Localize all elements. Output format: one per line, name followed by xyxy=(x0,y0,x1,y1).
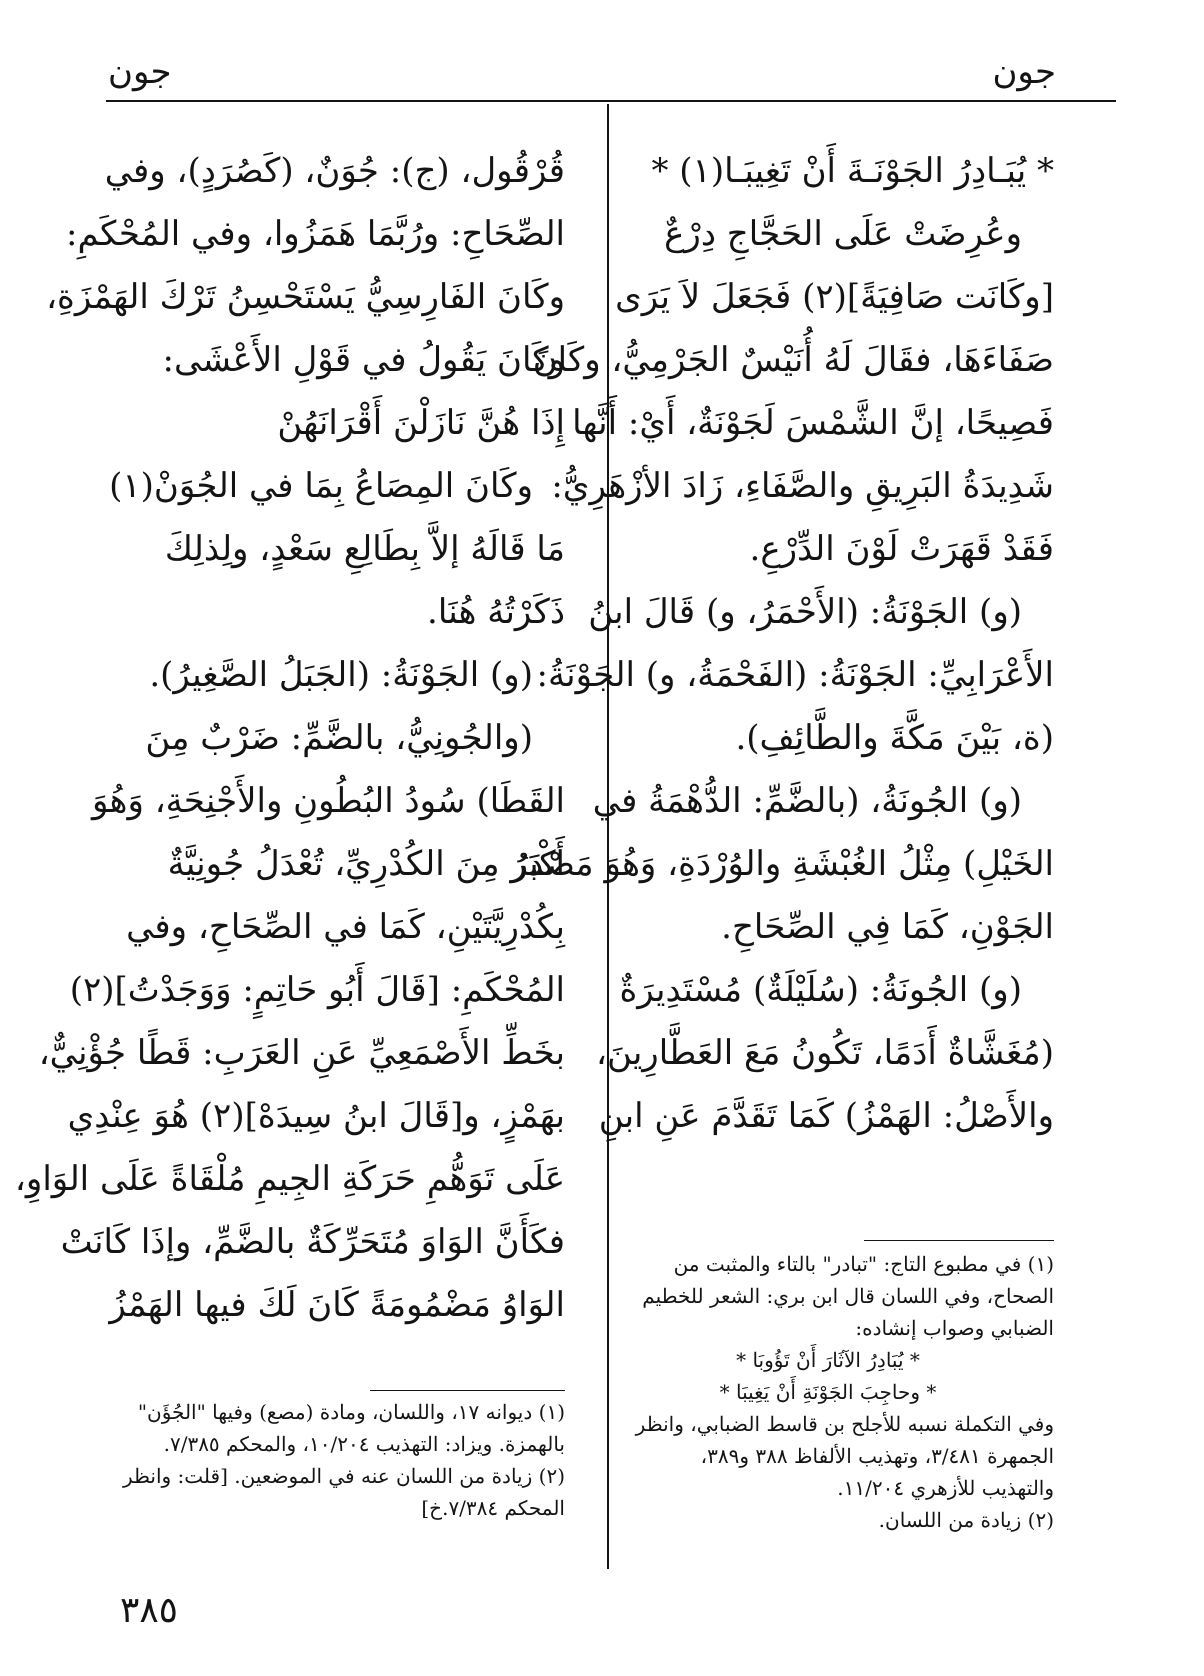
text-line: بخَطِّ الأَصْمَعِيِّ عَنِ العَرَبِ: قَطًا جُؤْنِيٌّ، xyxy=(38,1033,565,1073)
left-column xyxy=(14,140,565,1337)
footnote-rule-left xyxy=(370,1390,565,1391)
text-line: وعُرِضَتْ عَلَى الحَجَّاجِ دِرْعٌ xyxy=(664,214,1022,254)
footnote-line: المحكم ٧/٣٨٤.خ] xyxy=(421,1496,565,1520)
text-line: بِكُدْرِيَّتَيْنِ، كَمَا في الصِّحَاحِ، وفي xyxy=(126,907,565,947)
text-line: القَطَا) سُودُ البُطُونِ والأَجْنِحَةِ، وَهُوَ xyxy=(91,781,565,821)
text-line: الأَعْرَابِيِّ: الجَوْنَةُ: (الفَحْمَةُ، و) الجَوْنَةُ: xyxy=(536,655,1054,695)
text-line: وكَانَ المِصَاعُ بِمَا في الجُوَنْ(١) xyxy=(109,466,533,506)
text-line: الخَيْلِ) مِثْلُ الغُبْشَةِ والوُرْدَةِ، وَهُوَ مَصْدَرُ xyxy=(511,844,1054,884)
footnote-line: * يُبَادِرُ الآثَارَ أَنْ تَؤُوبَا * xyxy=(736,1348,920,1372)
text-line: أَكْبَرُ مِنَ الكُدْرِيِّ، تُعْدَلُ جُونِيَّةٌ xyxy=(167,844,565,884)
right-column xyxy=(511,140,1054,1148)
header-rule xyxy=(106,100,1116,102)
footnote-line: الجمهرة ٣/٤٨١، وتهذيب الألفاظ ٣٨٨ و٣٨٩، xyxy=(700,1444,1054,1468)
running-header-left: جون xyxy=(108,52,172,92)
text-line: قُرْقُول، (ج): جُوَنٌ، (كَصُرَدٍ)، وفي xyxy=(104,151,565,191)
footnotes-left xyxy=(110,1396,565,1524)
text-line: بهَمْزٍ، و[قَالَ ابنُ سِيدَهْ](٢) هُوَ عِنْدِي xyxy=(67,1096,565,1136)
text-line: وكَانَ يَقُولُ في قَوْلِ الأَعْشَى: xyxy=(162,340,565,380)
text-line: فَقَدْ قَهَرَتْ لَوْنَ الدِّرْعِ. xyxy=(749,529,1054,569)
text-line: مَا قَالَهُ إلاَّ بِطَالِعِ سَعْدٍ، ولِذلِكَ xyxy=(164,529,565,569)
footnote-line: (١) في مطبوع التاج: "تبادر" بالتاء والمثبت من xyxy=(673,1252,1054,1276)
text-line: (مُغَشَّاةٌ أَدَمًا، تَكُونُ مَعَ العَطَّارِينَ، xyxy=(595,1033,1054,1073)
text-line: عَلَى تَوَهُّمِ حَرَكَةِ الجِيمِ مُلْقَاةً عَلَى الوَاوِ، xyxy=(14,1159,565,1199)
footnote-line: (١) ديوانه ١٧، واللسان، ومادة (مصع) وفيها "الجُؤَن" xyxy=(137,1400,565,1424)
text-line: الوَاوُ مَضْمُومَةً كَانَ لَكَ فيها الهَمْزُ xyxy=(109,1285,565,1325)
footnote-line: والتهذيب للأزهري ١١/٢٠٤. xyxy=(837,1476,1054,1500)
text-line: صَفَاءَهَا، فقَالَ لَهُ أُنَيْسٌ الجَرْمِيُّ، وكَانَ xyxy=(532,340,1054,380)
text-line: * يُبَـادِرُ الجَوْنَـةَ أَنْ تَغِيبَـا(١) * xyxy=(651,151,1054,191)
running-header-right: جون xyxy=(992,52,1056,92)
text-line: فَصِيحًا، إنَّ الشَّمْسَ لَجَوْنَةٌ، أَيْ: أَنَّها xyxy=(572,403,1054,443)
text-line: (و) الجَوْنَةُ: (الأَحْمَرُ، و) قَالَ ابنُ xyxy=(588,592,1022,632)
text-line: [وكَانَت صَافِيَةً](٢) فَجَعَلَ لاَ يَرَى xyxy=(615,277,1054,317)
text-line: (والجُونِيُّ، بالضَّمِّ: ضَرْبٌ مِنَ xyxy=(145,718,533,758)
footnote-line: (٢) زيادة من اللسان. xyxy=(878,1508,1054,1532)
text-line: (ة، بَيْنَ مَكَّةَ والطَّائِفِ). xyxy=(735,718,1054,758)
text-line: (و) الجَوْنَةُ: (الجَبَلُ الصَّغِيرُ). xyxy=(149,655,533,695)
text-line: إِذَا هُنَّ نَازَلْنَ أَقْرَانَهُنْ xyxy=(277,403,565,443)
footnote-line: بالهمزة. ويزاد: التهذيب ١٠/٢٠٤، والمحكم ٧/٣٨٥. xyxy=(163,1432,565,1456)
text-line: الصِّحَاحِ: ورُبَّمَا هَمَزُوا، وفي المُحْكَمِ: xyxy=(65,214,565,254)
text-line: (و) الجُونَةُ: (سُلَيْلَةٌ) مُسْتَدِيرَةٌ xyxy=(619,970,1022,1010)
text-line: الجَوْنِ، كَمَا فِي الصِّحَاحِ. xyxy=(721,907,1054,947)
footnote-line: (٢) زيادة من اللسان عنه في الموضعين. [قلت: وانظر xyxy=(122,1464,565,1488)
text-line: فكَأَنَّ الوَاوَ مُتَحَرِّكَةٌ بالضَّمِّ، وإذَا كَانَتْ xyxy=(60,1222,565,1262)
text-line: (و) الجُونَةُ، (بالضَّمِّ: الدُّهْمَةُ في xyxy=(592,781,1022,821)
footnote-line: الضبابي وصواب إنشاده: xyxy=(855,1316,1054,1340)
text-line: والأَصْلُ: الهَمْزُ) كَمَا تَقَدَّمَ عَنِ ابنِ xyxy=(598,1096,1054,1136)
text-line: ذَكَرْتُهُ هُنَا. xyxy=(427,592,565,632)
text-line: شَدِيدَةُ البَرِيقِ والصَّفَاءِ، زَادَ الأزْهَرِيُّ: xyxy=(551,466,1054,506)
footnote-line: وفي التكملة نسبه للأجلح بن قاسط الضبابي، وانظر xyxy=(635,1412,1054,1436)
footnote-line: الصحاح، وفي اللسان قال ابن بري: الشعر للخطيم xyxy=(642,1284,1054,1308)
text-line: وكَانَ الفَارِسِيُّ يَسْتَحْسِنُ تَرْكَ الهَمْزَةِ، xyxy=(46,277,565,317)
page-number: ٣٨٥ xyxy=(120,1590,179,1631)
text-line: المُحْكَمِ: [قَالَ أَبُو حَاتِمٍ: وَوَجَدْتُ](٢) xyxy=(69,970,565,1010)
footnotes-right xyxy=(602,1248,1054,1536)
footnote-rule-right xyxy=(864,1240,1054,1241)
footnote-line: * وحاجِبَ الجَوْنَةِ أَنْ يَغِيبَا * xyxy=(719,1380,937,1404)
